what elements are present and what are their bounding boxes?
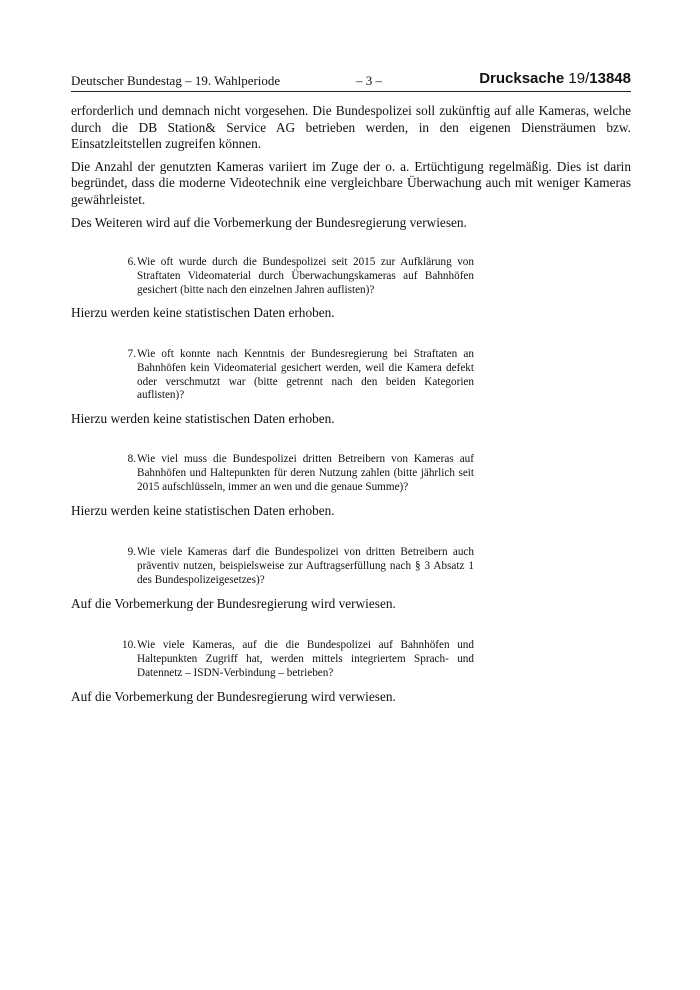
header-parliament-period: Deutscher Bundestag – 19. Wahlperiode bbox=[71, 73, 281, 88]
question-number: 10. bbox=[122, 639, 136, 651]
doc-number: 13848 bbox=[589, 70, 631, 87]
question-number: 6. bbox=[127, 256, 136, 268]
question-6 bbox=[118, 256, 474, 297]
header-document-id bbox=[479, 70, 631, 87]
page-header bbox=[71, 70, 631, 92]
question-number: 7. bbox=[127, 348, 136, 360]
header-page-number: – 3 – bbox=[356, 73, 382, 88]
intro-paragraph-2: Die Anzahl der genutzten Kameras variiert im Zuge der o. a. Ertüchtigung regelmäßig. Dies ist darin begründet, dass die moderne Videotechnik eine vergleichbare Überwachung auch mit weniger Kameras gewährleistet. bbox=[71, 158, 631, 207]
answer-7: Hierzu werden keine statistischen Daten erhoben. bbox=[71, 411, 335, 426]
question-text: Wie viel muss die Bundespolizei dritten Betreibern von Kameras auf Bahnhöfen und Haltepunkten für deren Nutzung zahlen (bitte jährlich seit 2015 aufschlüsseln, immer an wen und die genaue Summe)? bbox=[137, 453, 474, 493]
answer-9: Auf die Vorbemerkung der Bundesregierung wird verwiesen. bbox=[71, 596, 396, 611]
doc-label: Drucksache bbox=[479, 70, 565, 87]
intro-paragraph-1: erforderlich und demnach nicht vorgesehen. Die Bundespolizei soll zukünftig auf alle Kameras, welche durch die DB Station& Service AG betrieben werden, in den eigenen Diensträumen bzw. Einsatzleitstellen zugreifen können. bbox=[71, 103, 631, 152]
question-9 bbox=[118, 546, 474, 587]
question-8 bbox=[118, 453, 474, 494]
question-text: Wie oft konnte nach Kenntnis der Bundesregierung bei Straftaten an Bahnhöfen kein Videomaterial gesichert werden, weil die Kamera defekt oder verschmutzt war (bitte getrennt nach den beiden Kategorien auflisten)? bbox=[137, 348, 474, 402]
question-number: 8. bbox=[127, 453, 136, 465]
answer-10: Auf die Vorbemerkung der Bundesregierung wird verwiesen. bbox=[71, 689, 396, 704]
question-text: Wie oft wurde durch die Bundespolizei seit 2015 zur Aufklärung von Straftaten Videomaterial durch Überwachungskameras auf Bahnhöfen gesichert (bitte nach den einzelnen Jahren auflisten)? bbox=[137, 256, 474, 296]
question-text: Wie viele Kameras, auf die die Bundespolizei auf Bahnhöfen und Haltepunkten Zugriff hat, werden mittels integriertem Sprach- und Datennetz – ISDN-Verbindung – betrieben? bbox=[137, 639, 474, 679]
question-7 bbox=[118, 348, 474, 403]
header-divider bbox=[71, 91, 631, 92]
question-10 bbox=[118, 639, 474, 680]
answer-6: Hierzu werden keine statistischen Daten erhoben. bbox=[71, 305, 335, 320]
question-number: 9. bbox=[127, 546, 136, 558]
intro-paragraph-3: Des Weiteren wird auf die Vorbemerkung der Bundesregierung verwiesen. bbox=[71, 214, 467, 230]
question-text: Wie viele Kameras darf die Bundespolizei von dritten Betreibern auch präventiv nutzen, beispielsweise zur Auftragserfüllung nach § 3 Absatz 1 des Bundespolizeigesetzes)? bbox=[137, 546, 474, 586]
doc-period: 19/ bbox=[568, 70, 590, 87]
intro-section bbox=[71, 103, 631, 237]
answer-8: Hierzu werden keine statistischen Daten erhoben. bbox=[71, 503, 335, 518]
